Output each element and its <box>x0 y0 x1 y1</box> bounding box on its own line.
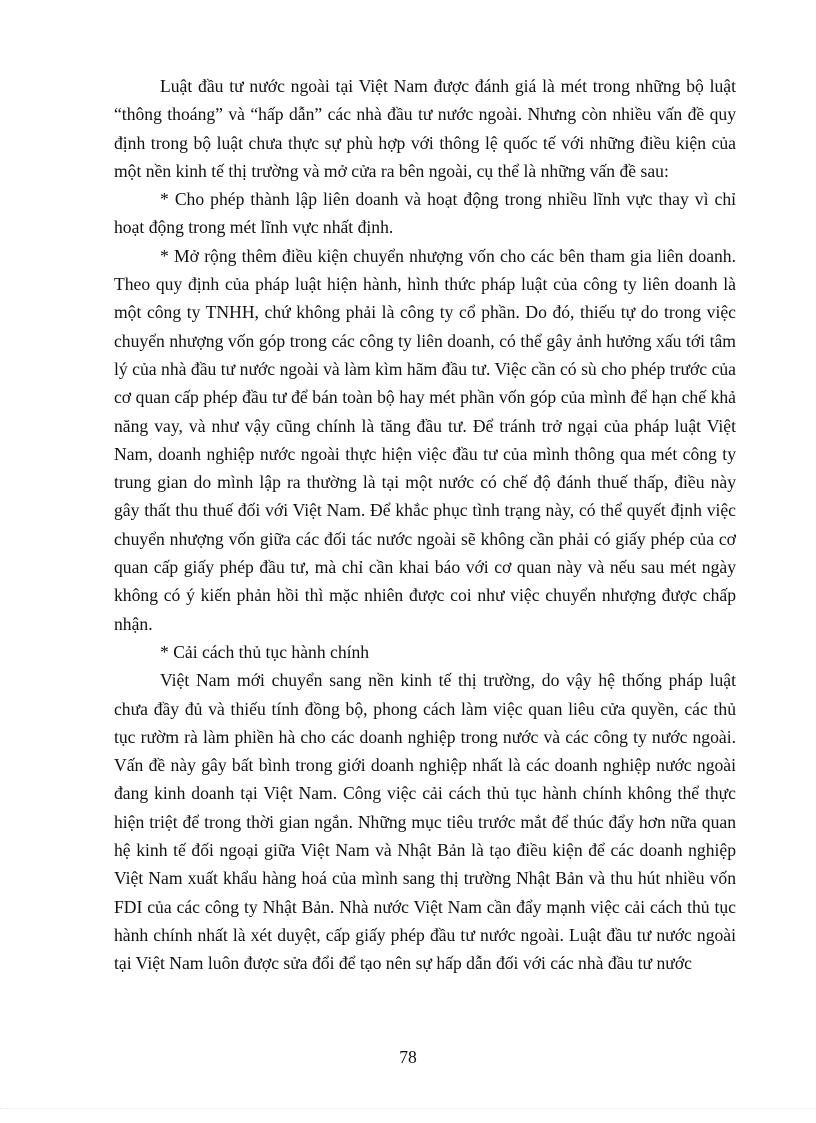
paragraph-bullet-joint-venture: * Cho phép thành lập liên doanh và hoạt động trong nhiều lĩnh vực thay vì chỉ hoạt động trong mét lĩnh vực nhất định. <box>114 189 736 238</box>
paragraph-intro: Luật đầu tư nước ngoài tại Việt Nam được đánh giá là mét trong những bộ luật “thông thoáng” và “hấp dẫn” các nhà đầu tư nước ngoài. Nhưng còn nhiều vấn đề quy định trong bộ luật chưa thực sự phù hợp với thông lệ quốc tế với những điều kiện của một nền kinh tế thị trường và mở cửa ra bên ngoài, cụ thể là những vấn đề sau: <box>114 76 736 181</box>
page-number: 78 <box>399 1047 417 1067</box>
paragraph-admin-reform-detail: Việt Nam mới chuyển sang nền kinh tế thị trường, do vậy hệ thống pháp luật chưa đầy đủ và thiếu tính đồng bộ, phong cách làm việc quan liêu cửa quyền, các thủ tục rườm rà làm phiền hà cho các doanh nghiệp trong nước và các công ty nước ngoài. Vấn đề này gây bất bình trong giới doanh nghiệp nhất là các doanh nghiệp nước ngoài đang kinh doanh tại Việt Nam. Công việc cải cách thủ tục hành chính không thể thực hiện triệt để trong thời gian ngắn. Những mục tiêu trước mắt để thúc đẩy hơn nữa quan hệ kinh tế đối ngoại giữa Việt Nam và Nhật Bản là tạo điều kiện để các doanh nghiệp Việt Nam xuất khẩu hàng hoá của mình sang thị trường Nhật Bản và thu hút nhiều vốn FDI của các công ty Nhật Bản. Nhà nước Việt Nam cần đẩy mạnh việc cải cách thủ tục hành chính nhất là xét duyệt, cấp giấy phép đầu tư nước ngoài. Luật đầu tư nước ngoài tại Việt Nam luôn được sửa đổi để tạo nên sự hấp dẫn đối với các nhà đầu tư nước <box>114 670 736 974</box>
footer-divider <box>0 1108 816 1109</box>
body-text <box>114 72 736 978</box>
paragraph-bullet-capital-transfer: * Mở rộng thêm điều kiện chuyển nhượng vốn cho các bên tham gia liên doanh. Theo quy định của pháp luật hiện hành, hình thức pháp luật của công ty liên doanh là một công ty TNHH, chứ không phải là công ty cổ phần. Do đó, thiếu tự do trong việc chuyển nhượng vốn góp trong các công ty liên doanh, có thể gây ảnh hưởng xấu tới tâm lý của nhà đầu tư nước ngoài và làm kìm hãm đầu tư. Việc cần có sù cho phép trước của cơ quan cấp phép đầu tư để bán toàn bộ hay mét phần vốn góp của mình để hạn chế khả năng vay, và như vậy cũng chính là tăng đầu tư. Để tránh trở ngại của pháp luật Việt Nam, doanh nghiệp nước ngoài thực hiện việc đầu tư của mình thông qua mét công ty trung gian do mình lập ra thường là tại một nước có chế độ đánh thuế thấp, điều này gây thất thu thuế đối với Việt Nam. Để khắc phục tình trạng này, có thể quyết định việc chuyển nhượng vốn giữa các đối tác nước ngoài sẽ không cần phải có giấy phép của cơ quan cấp giấy phép đầu tư, mà chỉ cần khai báo với cơ quan này và nếu sau mét ngày không có ý kiến phản hồi thì mặc nhiên được coi như việc chuyển nhượng được chấp nhận. <box>114 245 736 634</box>
paragraph-bullet-admin-reform: * Cải cách thủ tục hành chính <box>160 641 370 662</box>
